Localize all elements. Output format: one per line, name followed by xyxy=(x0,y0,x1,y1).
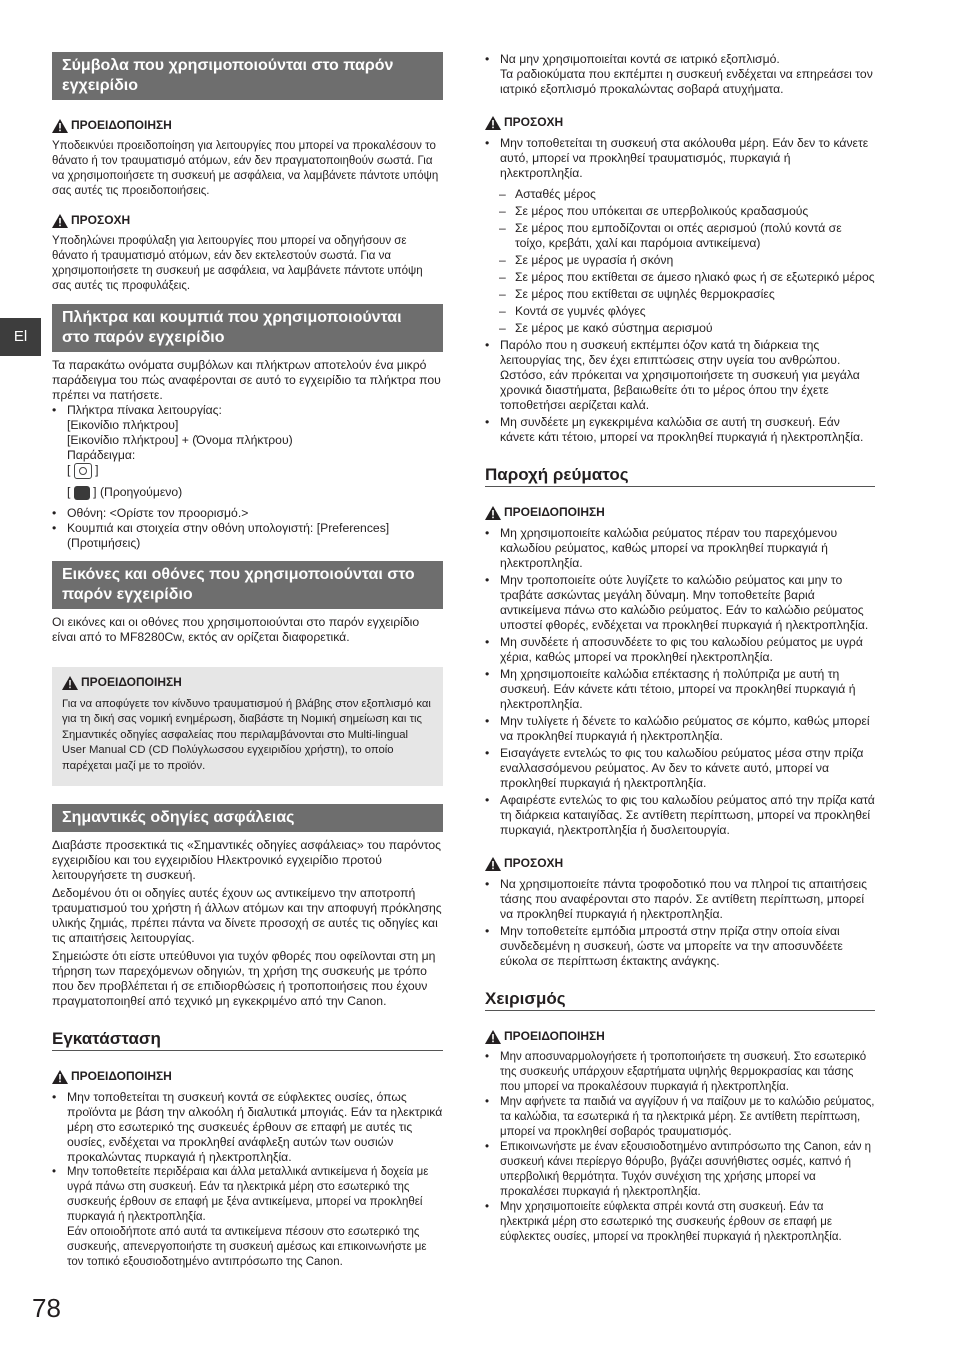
list-item: – Σε μέρος που εκτίθεται σε υψηλές θερμοκρασίες xyxy=(515,287,875,302)
example-key-back: [ ] (Προηγούμενο) xyxy=(67,485,183,499)
list-item: • Μη χρησιμοποιείτε καλώδια επέκτασης ή πολύπριζα με αυτή τη συσκευή. Εάν κάνετε κάτι τέτοιο, μπορεί να προκληθεί πυρκαγιά ή ηλεκτροπληξία. xyxy=(500,667,875,712)
list-item: • Μη συνδέετε μη εγκεκριμένα καλώδια σε αυτή τη συσκευή. Εάν κάνετε κάτι τέτοιο, μπορεί να προκληθεί πυρκαγιά ή ηλεκτροπληξία. xyxy=(500,415,875,445)
list-item: • Αφαιρέστε εντελώς το φις του καλωδίου ρεύματος από την πρίζα κατά τη διάρκεια καταιγίδας. Σε αντίθετη περίπτωση, μπορεί να προκληθεί πυρκαγιά, ηλεκτροπληξία ή δυσλειτουργία. xyxy=(500,793,875,838)
list-item: – Σε μέρος που εμποδίζονται οι οπές αερισμού (πολύ κοντά σε τοίχο, κρεβάτι, χαλί και παρόμοια αντικείμενα) xyxy=(515,221,875,251)
caution-triangle-icon xyxy=(52,214,68,228)
list-item: • Μην τοποθετείτε εμπόδια μπροστά στην πρίζα στην οποία είναι συνδεδεμένη η συσκευή, ώστε να μπορείτε να την αποσυνδέετε εύκολα σε περίπτωση έκτακτης ανάγκης. xyxy=(500,924,875,969)
safety-paragraph: Σημειώστε ότι είστε υπεύθυνοι για τυχόν φθορές που οφείλονται στη μη τήρηση των παρεχόμενων οδηγιών, τη χρήση της συσκευής με τρόπο που δεν προβλέπεται ή σε επιδιορθώσεις ή τροποποιήσεις που έχουν πραγματοποιηθεί από τεχνικό μη εγκεκριμένο από την Canon. xyxy=(52,949,436,1008)
warning-box-text: Για να αποφύγετε τον κίνδυνο τραυματισμού ή βλάβης στον εξοπλισμό και για τη δική σας νομική ενημέρωση, διαβάστε τη Νομική σημείωση και τις Σημαντικές οδηγίες ασφαλείας που περιλαμβάνονται στο Multi-lingual User Manual CD (CD Πολύγλωσσου εγχειριδίου χρήστη), το οποίο παρέχεται μαζί με το προϊόν. xyxy=(62,697,431,772)
list-item: • Επικοινωνήστε με έναν εξουσιοδοτημένο αντιπρόσωπο της Canon, εάν η συσκευή κάνει περίεργο θόρυβο, βγάζει ασυνήθιστες οσμές, καπνό ή υπερβολική θερμότητα. Τυχόν συνέχιση της χρήσης μπορεί να προκαλέσει πυρκαγιά ή ηλεκτροπληξία. xyxy=(500,1140,875,1200)
warning-triangle-icon xyxy=(62,676,78,690)
power-warnings xyxy=(485,526,875,838)
section-header-symbols: Σύμβολα που χρησιμοποιούνται στο παρόν εγχειρίδιο xyxy=(52,52,443,100)
caution-list-2 xyxy=(485,338,875,445)
list-item: • Κουμπιά και στοιχεία στην οθόνη υπολογιστή: [Preferences] (Προτιμήσεις) xyxy=(67,521,443,551)
warning-triangle-icon xyxy=(52,1070,68,1084)
warning-label: ΠΡΟΕΙΔΟΠΟΙΗΣΗ xyxy=(52,118,443,133)
section-header-keys: Πλήκτρα και κουμπιά που χρησιμοποιούνται στο παρόν εγχειρίδιο xyxy=(52,304,443,352)
section-title-power: Παροχή ρεύματος xyxy=(485,467,875,487)
list-item: • Παρόλο που η συσκευή εκπέμπει όζον κατά τη διάρκεια της λειτουργίας της, δεν έχει επιπτώσεις στην υγεία του ανθρώπου. Ωστόσο, εάν πρόκειται να χρησιμοποιήσετε τη συσκευή για μεγάλα χρονικά διαστήματα, βεβαιωθείτε ότι το μέρος όπου την έχετε τοποθετήσει αερίζεται καλά. xyxy=(500,338,875,413)
list-item: – Σε μέρος που εκτίθεται σε άμεσο ηλιακό φως ή σε εξωτερικό μέρος xyxy=(515,270,875,285)
list-item: • Μην τοποθετείται τη συσκευή στα ακόλουθα μέρη. Εάν δεν το κάνετε αυτό, μπορεί να προκληθεί τραυματισμός, πυρκαγιά ή ηλεκτροπληξία. xyxy=(500,136,875,181)
list-item: • Μην τοποθετείτε περιδέραια και άλλα μεταλλικά αντικείμενα ή δοχεία με υγρά πάνω στη συσκευή. Εάν τα ηλεκτρικά μέρη στο εσωτερικό της συσκευής έρθουν σε επαφή με ξένα αντικείμενα, μπορεί να προκληθεί πυρκαγιά ή ηλεκτροπληξία. Εάν οποιοδήποτε από αυτά τα αντικείμενα πέσουν στο εσωτερικό της συσκευής, απενεργοποιήστε τη συσκευή αμέσως και επικοινωνήστε με τον τοπικό εξουσιοδοτημένο αντιπρόσωπο της Canon. xyxy=(67,1165,443,1270)
warning-label: ΠΡΟΕΙΔΟΠΟΙΗΣΗ xyxy=(485,505,875,520)
warning-triangle-icon xyxy=(485,506,501,520)
list-item: • Μην αφήνετε τα παιδιά να αγγίζουν ή να παίζουν με το καλώδιο ρεύματος, τα καλώδια, τα εσωτερικά ή τα ηλεκτρικά μέρη. Σε αντίθετη περίπτωση, μπορεί να προκληθεί σοβαρός τραυματισμός. xyxy=(500,1095,875,1140)
power-cautions xyxy=(485,877,875,969)
section-title-installation: Εγκατάσταση xyxy=(52,1031,443,1051)
section-header-safety: Σημαντικές οδηγίες ασφάλειας xyxy=(52,804,443,832)
list-item: • Μην τυλίγετε ή δένετε το καλώδιο ρεύματος σε κόμπο, καθώς μπορεί να προκληθεί πυρκαγιά ή ηλεκτροπληξία. xyxy=(500,714,875,744)
list-item: • Οθόνη: <Ορίστε τον προορισμό.> xyxy=(67,506,443,521)
language-tab: El xyxy=(0,318,41,356)
list-item: – Κοντά σε γυμνές φλόγες xyxy=(515,304,875,319)
installation-warnings xyxy=(52,1090,443,1270)
caution-list xyxy=(485,136,875,181)
warning-triangle-icon xyxy=(52,119,68,133)
caution-description: Υποδηλώνει προφύλαξη για λειτουργίες που μπορεί να οδηγήσουν σε θάνατο ή τραυματισμό ατόμων, εάν δεν εκτελεστούν σωστά. Για να χρησιμοποιήσετε τη συσκευή με ασφάλεια, να λαμβάνετε πάντοτε υπόψη σας αυτές τις προφυλάξεις. xyxy=(52,235,423,292)
list-item: • Μη συνδέετε ή αποσυνδέετε το φις του καλωδίου ρεύματος με υγρά χέρια, καθώς μπορεί να προκληθεί ηλεκτροπληξία. xyxy=(500,635,875,665)
warning-label: ΠΡΟΕΙΔΟΠΟΙΗΣΗ xyxy=(485,1029,875,1044)
list-item: – Σε μέρος που υπόκειται σε υπερβολικούς κραδασμούς xyxy=(515,204,875,219)
list-item: • Μην τροποποιείτε ούτε λυγίζετε το καλώδιο ρεύματος και μην το τραβάτε ασκώντας μεγάλη δύναμη. Μην τοποθετείτε βαριά αντικείμενα πάνω στο καλώδιο ρεύματος. Εάν το καλώδιο ρεύματος υποστεί φθορές, ενδέχεται να προκληθεί πυρκαγιά ή ηλεκτροπληξία. xyxy=(500,573,875,633)
keys-intro: Τα παρακάτω ονόματα συμβόλων και πλήκτρων αποτελούν ένα μικρό παράδειγμα του πώς αναφέρονται σε αυτό το εγχειρίδιο τα πλήκτρα που πρέπει να πατήσετε. xyxy=(52,358,441,402)
location-list xyxy=(485,187,875,336)
caution-triangle-icon xyxy=(485,116,501,130)
list-item: • Μην χρησιμοποιείτε εύφλεκτα σπρέι κοντά στη συσκευή. Εάν τα ηλεκτρικά μέρη στο εσωτερικό της συσκευής έρθουν σε επαφή με εύφλεκτες ουσίες, μπορεί να προκληθεί πυρκαγιά ή ηλεκτροπληξία. xyxy=(500,1200,875,1245)
top-list xyxy=(485,52,875,97)
warning-label: ΠΡΟΕΙΔΟΠΟΙΗΣΗ xyxy=(52,1069,443,1084)
section-title-handling: Χειρισμός xyxy=(485,991,875,1011)
page-number: 78 xyxy=(32,1293,61,1323)
keys-list xyxy=(52,403,443,551)
warning-triangle-icon xyxy=(485,1030,501,1044)
back-key-icon xyxy=(74,486,90,500)
list-item: • Να μην χρησιμοποιείται κοντά σε ιατρικό εξοπλισμό. Τα ραδιοκύματα που εκπέμπει η συσκευή ενδέχεται να επηρεάσει τον ιατρικό εξοπλισμό προκαλώντας σοβαρά ατυχήματα. xyxy=(500,52,875,97)
images-text: Οι εικόνες και οι οθόνες που χρησιμοποιούνται στο παρόν εγχειρίδιο είναι από το MF8280Cw, εκτός αν ορίζεται διαφορετικά. xyxy=(52,615,420,644)
caution-label: ΠΡΟΣΟΧΗ xyxy=(52,213,443,228)
warning-description: Υποδεικνύει προειδοποίηση για λειτουργίες που μπορεί να προκαλέσουν το θάνατο ή τον τραυματισμό ατόμων, εάν δεν πραγματοποιηθούν σωστά. Για να χρησιμοποιήσετε τη συσκευή με ασφάλεια, να λαμβάνετε πάντοτε υπόψη σας αυτές τις προειδοποιήσεις. xyxy=(52,140,439,197)
handling-warnings xyxy=(485,1050,875,1245)
example-key-settings: [ ] xyxy=(67,463,99,478)
caution-label: ΠΡΟΣΟΧΗ xyxy=(485,856,875,871)
list-item: • Μην τοποθετείται τη συσκευή κοντά σε εύφλεκτες ουσίες, όπως προϊόντα με βάση την αλκοόλη ή διαλυτικά μπογιάς. Εάν τα ηλεκτρικά μέρη στο εσωτερικό της συσκευές έρθουν σε επαφή με αυτές τις ουσίες, ενδέχεται να προκληθεί ανάφλεξη αυτών των ουσιών προκαλώντας πυρκαγιά ή ηλεκτροπληξία. xyxy=(67,1090,443,1165)
list-item: • Εισαγάγετε εντελώς το φις του καλωδίου ρεύματος μέσα στην πρίζα εναλλασσόμενου ρεύματος. Αν δεν το κάνετε αυτό, μπορεί να προκληθεί πυρκαγιά ή ηλεκτροπληξία. xyxy=(500,746,875,791)
list-item: • Να χρησιμοποιείτε πάντα τροφοδοτικό που να πληροί τις απαιτήσεις τάσης που αναφέρονται στο παρόν. Σε αντίθετη περίπτωση, μπορεί να προκληθεί πυρκαγιά ή ηλεκτροπληξία. xyxy=(500,877,875,922)
list-item: • Μη χρησιμοποιείτε καλώδια ρεύματος πέραν του παρεχόμενου καλωδίου ρεύματος, καθώς μπορεί να προκληθεί πυρκαγιά ή ηλεκτροπληξία. xyxy=(500,526,875,571)
list-item: • Μην αποσυναρμολογήσετε ή τροποποιήσετε τη συσκευή. Στο εσωτερικό της συσκευής υπάρχουν εξαρτήματα υψηλής θερμοκρασίας και τάσης που μπορεί να προκαλέσουν πυρκαγιά ή ηλεκτροπληξία. xyxy=(500,1050,875,1095)
left-column xyxy=(52,52,443,1270)
section-header-images: Εικόνες και οθόνες που χρησιμοποιούνται στο παρόν εγχειρίδιο xyxy=(52,561,443,609)
warning-box xyxy=(52,667,443,786)
caution-label: ΠΡΟΣΟΧΗ xyxy=(485,115,875,130)
list-item: – Σε μέρος με κακό σύστημα αερισμού xyxy=(515,321,875,336)
safety-paragraph: Διαβάστε προσεκτικά τις «Σημαντικές οδηγίες ασφάλειας» του παρόντος εγχειριδίου και του εγχειριδίου Ηλεκτρονικό εγχειρίδιο προτού λειτουργήσετε τη συσκευή. xyxy=(52,838,442,882)
list-item: • Πλήκτρα πίνακα λειτουργίας: [Εικονίδιο πλήκτρου] [Εικονίδιο πλήκτρου] + (Όνομα πλήκτρου) Παράδειγμα: [ ] [ ] (Προηγούμενο) xyxy=(67,403,443,500)
safety-paragraph: Δεδομένου ότι οι οδηγίες αυτές έχουν ως αντικείμενο την αποτροπή τραυματισμού του χρήστη ή άλλων ατόμων και την αποφυγή πρόκλησης υλικής ζημιάς, πρέπει πάντα να δίνετε προσοχή σε αυτές τις οδηγίες και τις απαιτήσεις λειτουργίας. xyxy=(52,886,442,945)
warning-label: ΠΡΟΕΙΔΟΠΟΙΗΣΗ xyxy=(62,675,433,691)
right-column xyxy=(485,52,875,1245)
list-item: – Σε μέρος με υγρασία ή σκόνη xyxy=(515,253,875,268)
list-item: – Ασταθές μέρος xyxy=(515,187,875,202)
caution-triangle-icon xyxy=(485,857,501,871)
settings-key-icon xyxy=(74,463,92,479)
